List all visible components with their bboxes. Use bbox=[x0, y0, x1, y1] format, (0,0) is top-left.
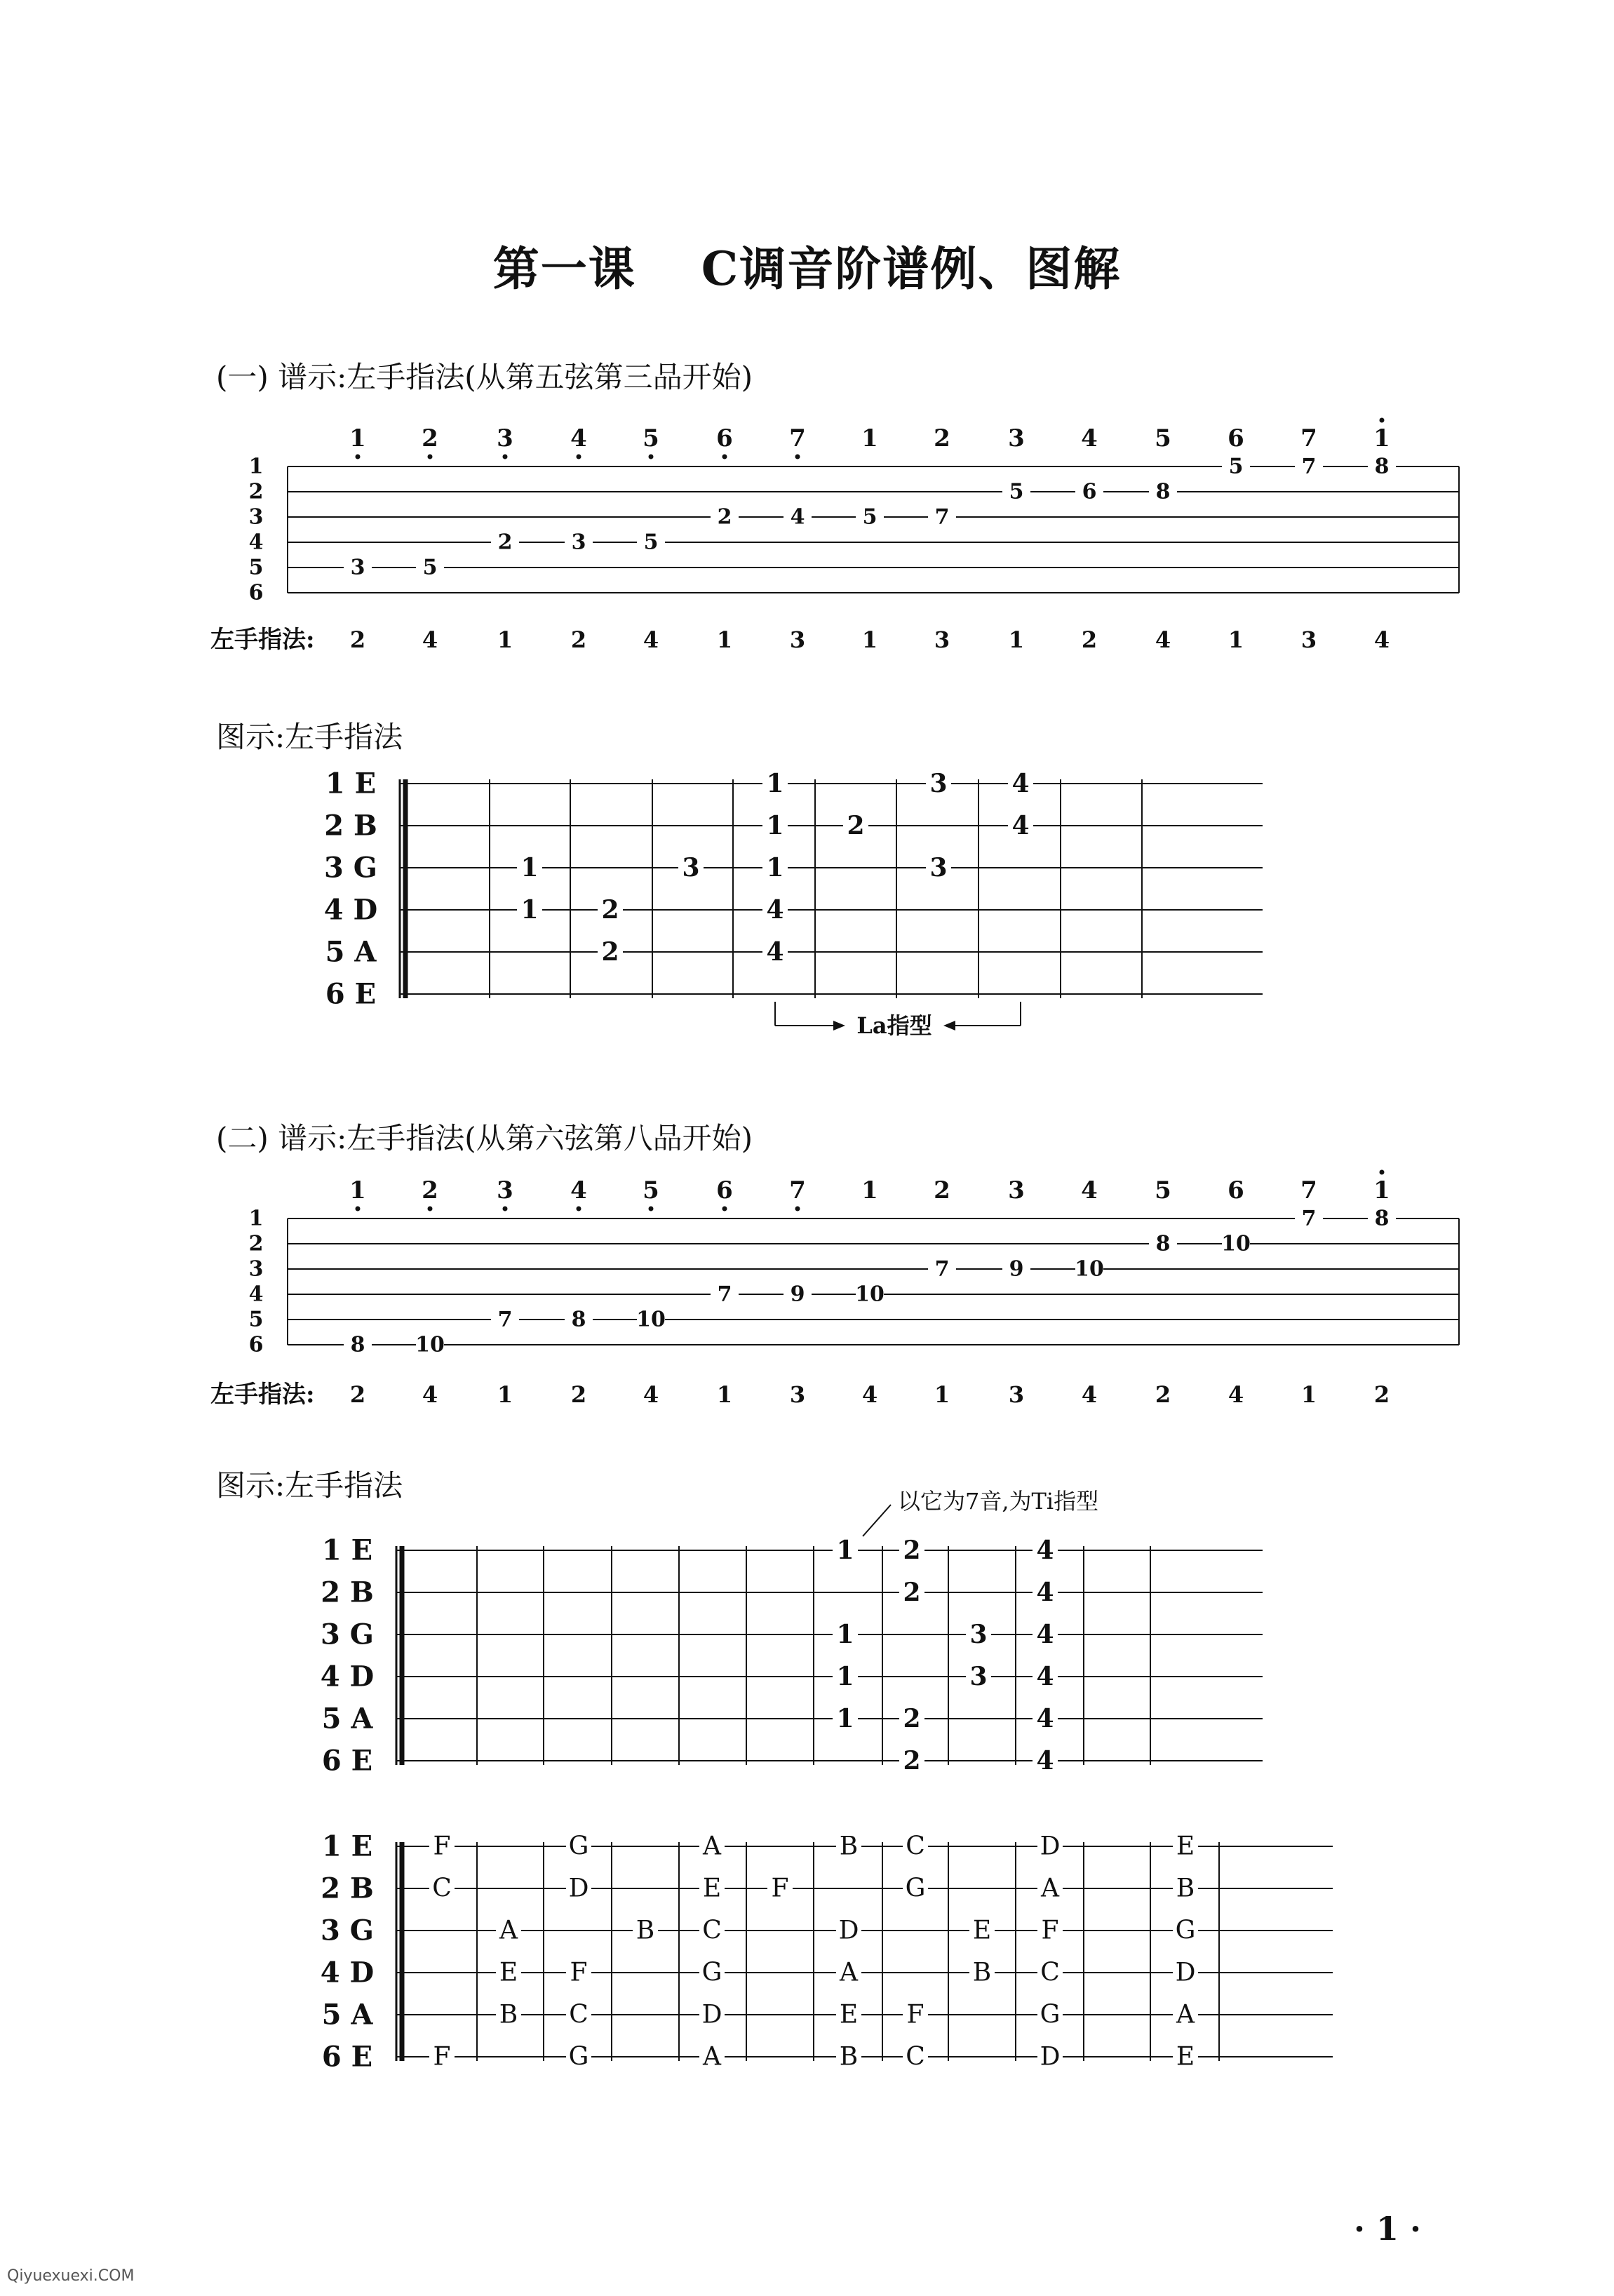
tab-fret-number: 2 bbox=[497, 530, 513, 555]
tab-string-number: 5 bbox=[248, 1307, 264, 1332]
jianpu-note: 2 bbox=[934, 424, 950, 452]
tab-fret-number: 10 bbox=[636, 1307, 666, 1332]
ti-shape-annotation: 以它为7音,为Ti指型 bbox=[898, 1488, 1099, 1515]
fingering-number: 1 bbox=[716, 1381, 733, 1408]
note-name-mark: B bbox=[839, 1832, 859, 1861]
bracket-arrow-right bbox=[833, 1021, 845, 1030]
note-name-mark: A bbox=[1176, 2000, 1195, 2029]
fingering-number: 2 bbox=[570, 626, 587, 653]
jianpu-note: 1 bbox=[349, 424, 366, 452]
finger-mark: 1 bbox=[766, 811, 784, 840]
octave-dot-below bbox=[795, 1207, 800, 1211]
note-name-mark: D bbox=[701, 2000, 722, 2029]
finger-mark: 4 bbox=[1036, 1578, 1054, 1607]
note-name-mark: G bbox=[701, 1958, 722, 1987]
jianpu-note: 6 bbox=[716, 424, 733, 452]
jianpu-note: 2 bbox=[422, 1176, 438, 1204]
octave-dot-below bbox=[722, 455, 727, 459]
finger-mark: 2 bbox=[903, 1746, 921, 1775]
finger-mark: 3 bbox=[682, 853, 700, 882]
string-name: 4 D bbox=[320, 1660, 375, 1693]
note-name-mark: A bbox=[1041, 1874, 1059, 1903]
tab-string-number: 4 bbox=[248, 530, 264, 555]
note-name-mark: B bbox=[972, 1958, 992, 1987]
finger-mark: 4 bbox=[1036, 1620, 1054, 1649]
string-name: 6 E bbox=[321, 2040, 373, 2074]
octave-dot-above bbox=[1380, 1170, 1385, 1175]
tab-fret-number: 10 bbox=[1075, 1256, 1104, 1282]
fingering-number: 3 bbox=[789, 1381, 806, 1408]
tab-fret-number: 7 bbox=[1301, 454, 1317, 479]
tab-fret-number: 10 bbox=[855, 1282, 885, 1307]
note-name-mark: G bbox=[568, 1832, 589, 1861]
note-name-mark: D bbox=[1175, 1958, 1196, 1987]
finger-mark: 4 bbox=[766, 895, 784, 925]
jianpu-note: 1 bbox=[861, 424, 878, 452]
string-name: 3 G bbox=[324, 851, 377, 885]
note-name-mark: F bbox=[906, 2000, 924, 2029]
tab-string-number: 6 bbox=[248, 580, 264, 605]
tab-string-number: 3 bbox=[248, 1256, 264, 1282]
fingering-number: 4 bbox=[643, 626, 659, 653]
note-name-mark: E bbox=[499, 1958, 518, 1987]
jianpu-note: 5 bbox=[1155, 424, 1171, 452]
fingering-number: 1 bbox=[716, 626, 733, 653]
fingering-number: 1 bbox=[1008, 626, 1025, 653]
jianpu-note: 6 bbox=[716, 1176, 733, 1204]
jianpu-note: 1 bbox=[1373, 424, 1390, 452]
fingering-number: 1 bbox=[1228, 626, 1244, 653]
octave-dot-below bbox=[795, 455, 800, 459]
note-name-mark: E bbox=[1176, 2042, 1195, 2072]
jianpu-note: 6 bbox=[1228, 1176, 1244, 1204]
tab-fret-number: 5 bbox=[422, 555, 438, 580]
finger-mark: 1 bbox=[836, 1536, 854, 1565]
tab-fret-number: 8 bbox=[350, 1332, 365, 1357]
note-name-mark: D bbox=[1040, 1832, 1061, 1861]
jianpu-note: 6 bbox=[1228, 424, 1244, 452]
jianpu-note: 3 bbox=[497, 424, 513, 452]
fingering-number: 2 bbox=[349, 1381, 366, 1408]
finger-mark: 4 bbox=[1036, 1662, 1054, 1691]
finger-mark: 4 bbox=[1011, 769, 1030, 798]
note-name-mark: A bbox=[840, 1958, 858, 1987]
octave-dot-below bbox=[356, 455, 361, 459]
fingering-number: 4 bbox=[643, 1381, 659, 1408]
note-name-mark: G bbox=[1040, 2000, 1061, 2029]
bracket-arrow-left bbox=[943, 1021, 955, 1030]
jianpu-note: 7 bbox=[1300, 424, 1317, 452]
note-name-mark: G bbox=[568, 2042, 589, 2072]
tab-string-number: 4 bbox=[248, 1282, 264, 1307]
note-name-mark: F bbox=[1041, 1916, 1059, 1945]
jianpu-note: 3 bbox=[1008, 1176, 1025, 1204]
finger-mark: 4 bbox=[1011, 811, 1030, 840]
octave-dot-below bbox=[722, 1207, 727, 1211]
finger-mark: 3 bbox=[929, 769, 948, 798]
string-name: 3 G bbox=[321, 1618, 374, 1651]
string-name: 4 D bbox=[323, 893, 378, 927]
watermark: Qiyuexuexi.COM bbox=[7, 2267, 135, 2285]
tab-fret-number: 7 bbox=[497, 1307, 513, 1332]
tab-fret-number: 5 bbox=[1228, 454, 1244, 479]
fingering-label: 左手指法: bbox=[210, 1381, 315, 1409]
string-name: 2 B bbox=[324, 809, 377, 842]
fingering-number: 4 bbox=[861, 1381, 878, 1408]
tab-fret-number: 6 bbox=[1082, 479, 1097, 504]
octave-dot-below bbox=[577, 455, 581, 459]
string-name: 4 D bbox=[320, 1956, 375, 1989]
tab-fret-number: 8 bbox=[1374, 454, 1390, 479]
octave-dot-below bbox=[503, 455, 508, 459]
tab-fret-number: 8 bbox=[1155, 1231, 1171, 1256]
tab-fret-number: 5 bbox=[1009, 479, 1024, 504]
tab-fret-number: 5 bbox=[643, 530, 659, 555]
finger-mark: 3 bbox=[969, 1620, 988, 1649]
fingering-number: 1 bbox=[934, 1381, 950, 1408]
fingering-number: 3 bbox=[1300, 626, 1317, 653]
tab-string-number: 3 bbox=[248, 504, 264, 530]
tab-fret-number: 3 bbox=[571, 530, 586, 555]
tab-fret-number: 10 bbox=[1221, 1231, 1251, 1256]
note-name-mark: B bbox=[839, 2042, 859, 2072]
note-name-mark: C bbox=[702, 1916, 722, 1945]
finger-mark: 2 bbox=[601, 937, 619, 967]
tab-string-number: 1 bbox=[248, 1206, 264, 1231]
tab-fret-number: 3 bbox=[350, 555, 365, 580]
fingering-number: 2 bbox=[1155, 1381, 1171, 1408]
tab-fret-number: 2 bbox=[717, 504, 732, 530]
tab-fret-number: 8 bbox=[1374, 1206, 1390, 1231]
note-name-mark: A bbox=[499, 1916, 518, 1945]
finger-mark: 2 bbox=[601, 895, 619, 925]
tab-fret-number: 10 bbox=[415, 1332, 445, 1357]
finger-mark: 1 bbox=[520, 895, 539, 925]
note-name-mark: G bbox=[1175, 1916, 1196, 1945]
section1-diagram-caption: 图示:左手指法 bbox=[216, 720, 403, 754]
fingering-number: 4 bbox=[1228, 1381, 1244, 1408]
section2-diagram-caption: 图示:左手指法 bbox=[216, 1468, 403, 1503]
fingering-number: 3 bbox=[934, 626, 950, 653]
finger-mark: 1 bbox=[766, 769, 784, 798]
section1-heading: (一) 谱示:左手指法(从第五弦第三品开始) bbox=[216, 360, 753, 394]
finger-mark: 2 bbox=[903, 1578, 921, 1607]
octave-dot-below bbox=[428, 1207, 433, 1211]
finger-mark: 4 bbox=[766, 937, 784, 967]
fingering-number: 4 bbox=[422, 626, 438, 653]
note-name-mark: C bbox=[906, 2042, 925, 2072]
jianpu-note: 5 bbox=[643, 1176, 659, 1204]
jianpu-note: 3 bbox=[1008, 424, 1025, 452]
tab-fret-number: 7 bbox=[934, 1256, 950, 1282]
string-name: 3 G bbox=[321, 1914, 374, 1947]
note-name-mark: B bbox=[499, 2000, 518, 2029]
fingering-number: 3 bbox=[789, 626, 806, 653]
finger-mark: 2 bbox=[903, 1536, 921, 1565]
note-name-mark: A bbox=[703, 2042, 721, 2072]
note-name-mark: C bbox=[569, 2000, 589, 2029]
tab-string-number: 2 bbox=[248, 479, 264, 504]
note-name-mark: D bbox=[838, 1916, 859, 1945]
string-name: 1 E bbox=[321, 1830, 373, 1863]
octave-dot-below bbox=[428, 455, 433, 459]
note-name-mark: D bbox=[568, 1874, 589, 1903]
string-name: 5 A bbox=[325, 935, 377, 969]
tab-fret-number: 5 bbox=[862, 504, 877, 530]
note-name-mark: A bbox=[703, 1832, 721, 1861]
fingering-number: 4 bbox=[422, 1381, 438, 1408]
finger-mark: 4 bbox=[1036, 1746, 1054, 1775]
section2-heading: (二) 谱示:左手指法(从第六弦第八品开始) bbox=[216, 1121, 753, 1155]
note-name-mark: F bbox=[771, 1874, 789, 1903]
note-name-mark: E bbox=[839, 2000, 859, 2029]
note-name-mark: G bbox=[905, 1874, 926, 1903]
page-number: · 1 · bbox=[1354, 2210, 1422, 2248]
octave-dot-below bbox=[649, 1207, 654, 1211]
note-name-mark: B bbox=[1176, 1874, 1195, 1903]
string-name: 6 E bbox=[321, 1744, 373, 1778]
jianpu-note: 5 bbox=[1155, 1176, 1171, 1204]
string-name: 5 A bbox=[321, 1702, 373, 1736]
string-name: 1 E bbox=[321, 1533, 373, 1567]
tab-fret-number: 7 bbox=[1301, 1206, 1317, 1231]
fingering-number: 1 bbox=[1300, 1381, 1317, 1408]
finger-mark: 2 bbox=[847, 811, 865, 840]
finger-mark: 3 bbox=[929, 853, 948, 882]
note-name-mark: F bbox=[570, 1958, 588, 1987]
annotation-leader bbox=[863, 1505, 891, 1536]
tab-fret-number: 8 bbox=[571, 1307, 586, 1332]
fingering-number: 3 bbox=[1008, 1381, 1025, 1408]
fingering-number: 2 bbox=[349, 626, 366, 653]
note-name-mark: C bbox=[906, 1832, 925, 1861]
string-name: 1 E bbox=[325, 767, 377, 800]
octave-dot-below bbox=[356, 1207, 361, 1211]
finger-mark: 1 bbox=[520, 853, 539, 882]
fingering-number: 1 bbox=[861, 626, 878, 653]
octave-dot-below bbox=[577, 1207, 581, 1211]
jianpu-note: 1 bbox=[1373, 1176, 1390, 1204]
note-name-mark: E bbox=[1176, 1832, 1195, 1861]
jianpu-note: 7 bbox=[789, 1176, 806, 1204]
fingering-label: 左手指法: bbox=[210, 626, 315, 654]
jianpu-note: 4 bbox=[570, 424, 587, 452]
jianpu-note: 7 bbox=[1300, 1176, 1317, 1204]
tab-fret-number: 7 bbox=[934, 504, 950, 530]
tab-string-number: 2 bbox=[248, 1231, 264, 1256]
note-name-mark: B bbox=[635, 1916, 655, 1945]
jianpu-note: 4 bbox=[1081, 1176, 1098, 1204]
tab-fret-number: 9 bbox=[790, 1282, 805, 1307]
jianpu-note: 7 bbox=[789, 424, 806, 452]
tab-fret-number: 8 bbox=[1155, 479, 1171, 504]
page-title: 第一课 C调音阶谱例、图解 bbox=[492, 241, 1122, 296]
fingering-number: 2 bbox=[1081, 626, 1098, 653]
jianpu-note: 4 bbox=[1081, 424, 1098, 452]
fingering-number: 1 bbox=[497, 626, 513, 653]
finger-mark: 1 bbox=[836, 1704, 854, 1733]
note-name-mark: E bbox=[702, 1874, 722, 1903]
finger-mark: 3 bbox=[969, 1662, 988, 1691]
fingering-number: 1 bbox=[497, 1381, 513, 1408]
jianpu-note: 1 bbox=[861, 1176, 878, 1204]
note-name-mark: F bbox=[433, 1832, 451, 1861]
tab-fret-number: 7 bbox=[717, 1282, 732, 1307]
jianpu-note: 2 bbox=[422, 424, 438, 452]
tab-fret-number: 4 bbox=[790, 504, 805, 530]
fingering-number: 2 bbox=[570, 1381, 587, 1408]
tab-string-number: 6 bbox=[248, 1332, 264, 1357]
jianpu-note: 1 bbox=[349, 1176, 366, 1204]
note-name-mark: D bbox=[1040, 2042, 1061, 2072]
fingering-number: 4 bbox=[1081, 1381, 1098, 1408]
fingering-number: 2 bbox=[1373, 1381, 1390, 1408]
finger-mark: 4 bbox=[1036, 1704, 1054, 1733]
finger-mark: 1 bbox=[836, 1662, 854, 1691]
jianpu-note: 5 bbox=[643, 424, 659, 452]
octave-dot-above bbox=[1380, 418, 1385, 423]
la-shape-label: La指型 bbox=[856, 1012, 932, 1039]
string-name: 2 B bbox=[321, 1872, 374, 1905]
note-name-mark: C bbox=[1040, 1958, 1060, 1987]
fingering-number: 4 bbox=[1373, 626, 1390, 653]
note-name-mark: C bbox=[432, 1874, 452, 1903]
octave-dot-below bbox=[503, 1207, 508, 1211]
tab-string-number: 5 bbox=[248, 555, 264, 580]
note-name-mark: E bbox=[972, 1916, 992, 1945]
string-name: 2 B bbox=[321, 1576, 374, 1609]
tab-fret-number: 9 bbox=[1009, 1256, 1024, 1282]
jianpu-note: 3 bbox=[497, 1176, 513, 1204]
note-name-mark: F bbox=[433, 2042, 451, 2072]
octave-dot-below bbox=[649, 455, 654, 459]
string-name: 6 E bbox=[325, 977, 377, 1011]
finger-mark: 1 bbox=[836, 1620, 854, 1649]
jianpu-note: 4 bbox=[570, 1176, 587, 1204]
finger-mark: 2 bbox=[903, 1704, 921, 1733]
finger-mark: 1 bbox=[766, 853, 784, 882]
tab-string-number: 1 bbox=[248, 454, 264, 479]
string-name: 5 A bbox=[321, 1998, 373, 2032]
finger-mark: 4 bbox=[1036, 1536, 1054, 1565]
fingering-number: 4 bbox=[1155, 626, 1171, 653]
jianpu-note: 2 bbox=[934, 1176, 950, 1204]
